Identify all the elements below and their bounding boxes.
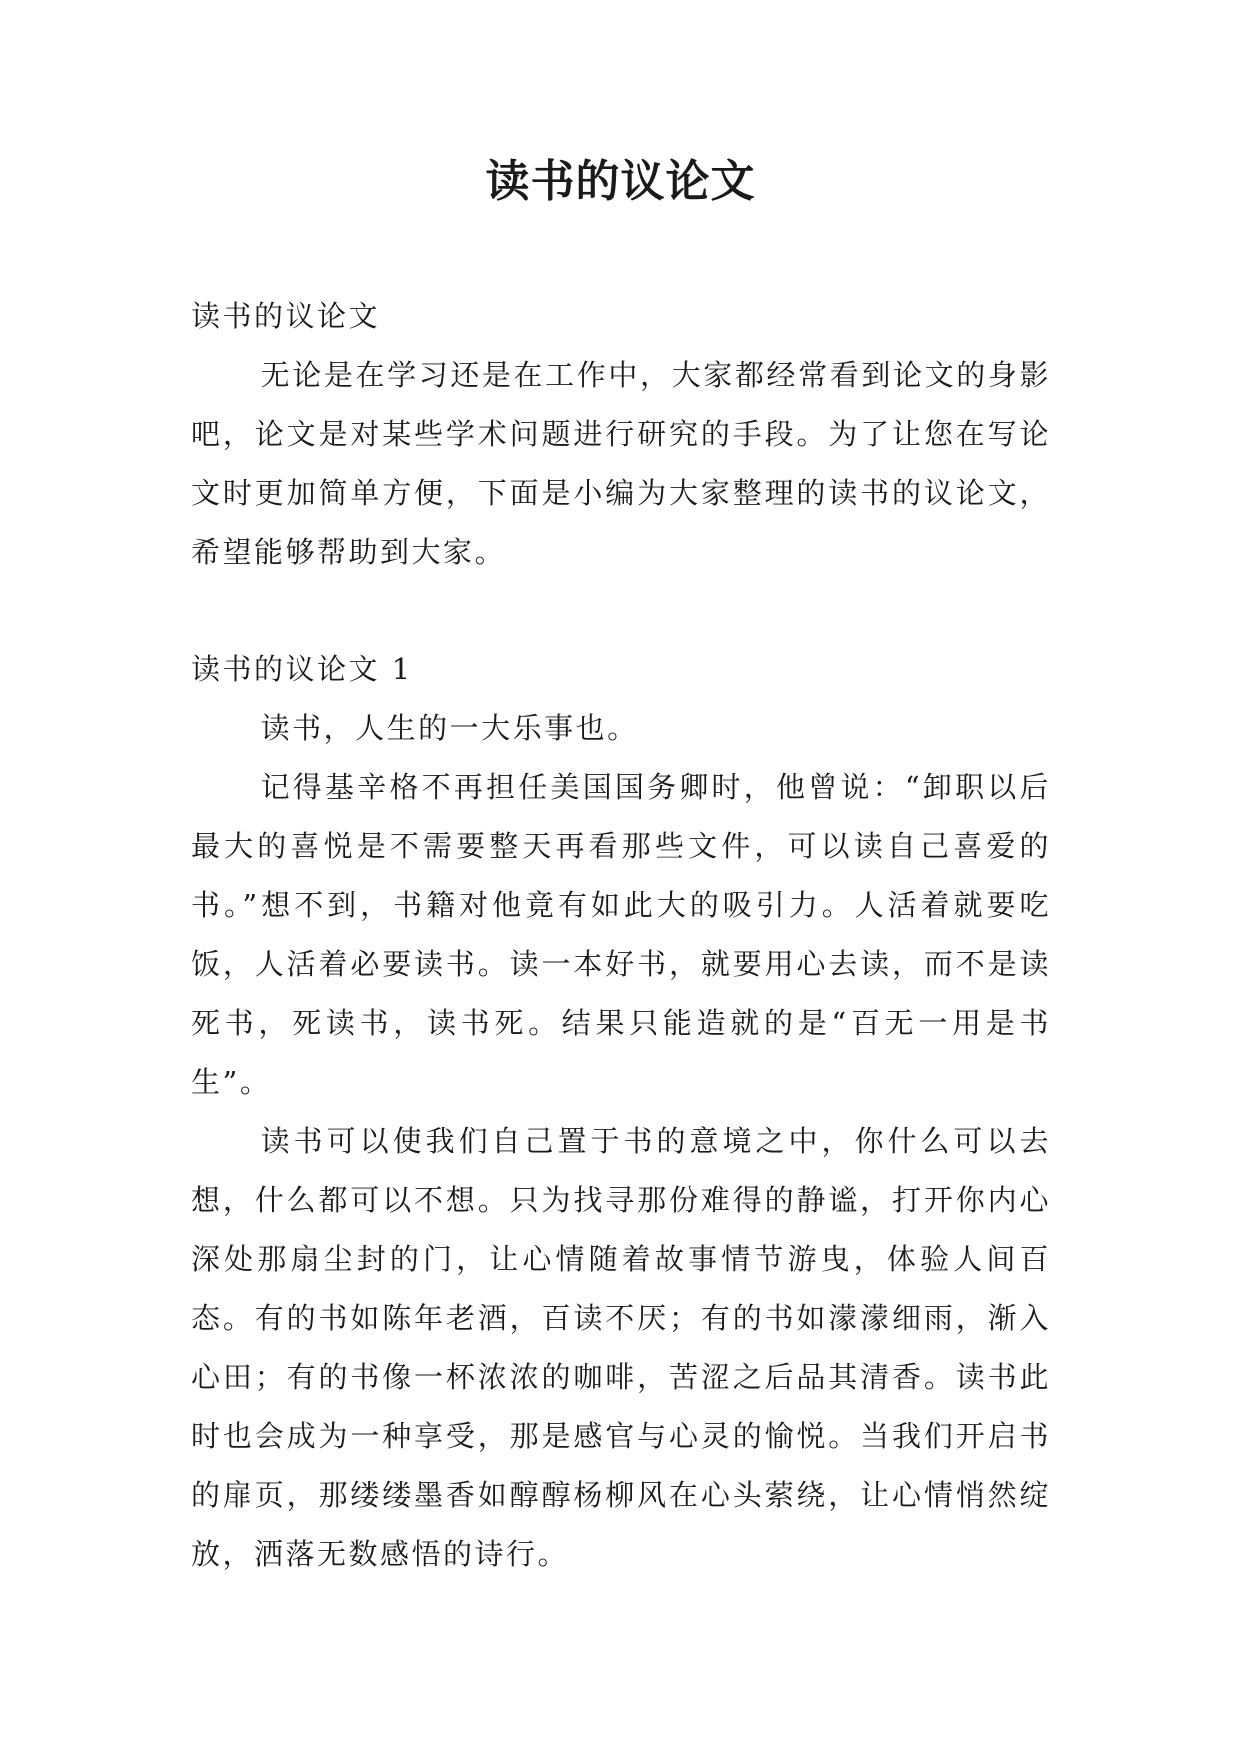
section-heading: 读书的议论文 1	[191, 652, 413, 686]
body-paragraph: 读书可以使我们自己置于书的意境之中，你什么可以去想，什么都可以不想。只为找寻那份难得的静谧，打开你内心深处那扇尘封的门，让心情随着故事情节游曳，体验人间百态。有的书如陈年老酒，百读不厌；有的书如濛濛细雨，渐入心田；有的书像一杯浓浓的咖啡，苦涩之后品其清香。读书此时也会成为一种享受，那是感官与心灵的愉悦。当我们开启书的扉页，那缕缕墨香如醇醇杨柳风在心头萦绕，让心情悄然绽放，洒落无数感悟的诗行。	[191, 1124, 1051, 1571]
intro-paragraph: 无论是在学习还是在工作中，大家都经常看到论文的身影吧，论文是对某些学术问题进行研究的手段。为了让您在写论文时更加简单方便，下面是小编为大家整理的读书的议论文，希望能够帮助到大家。	[191, 358, 1051, 569]
body-paragraph: 记得基辛格不再担任美国国务卿时，他曾说：“卸职以后最大的喜悦是不需要整天再看那些文件，可以读自己喜爱的书。”想不到，书籍对他竟有如此大的吸引力。人活着就要吃饭，人活着必要读书。读一本好书，就要用心去读，而不是读死书，死读书，读书死。结果只能造就的是“百无一用是书生”。	[191, 770, 1051, 1099]
document-subtitle: 读书的议论文	[191, 299, 381, 333]
document-title: 读书的议论文	[485, 156, 756, 207]
section-spacer	[191, 582, 1051, 640]
document-body	[191, 287, 1051, 1584]
body-paragraph: 读书，人生的一大乐事也。	[260, 711, 639, 745]
